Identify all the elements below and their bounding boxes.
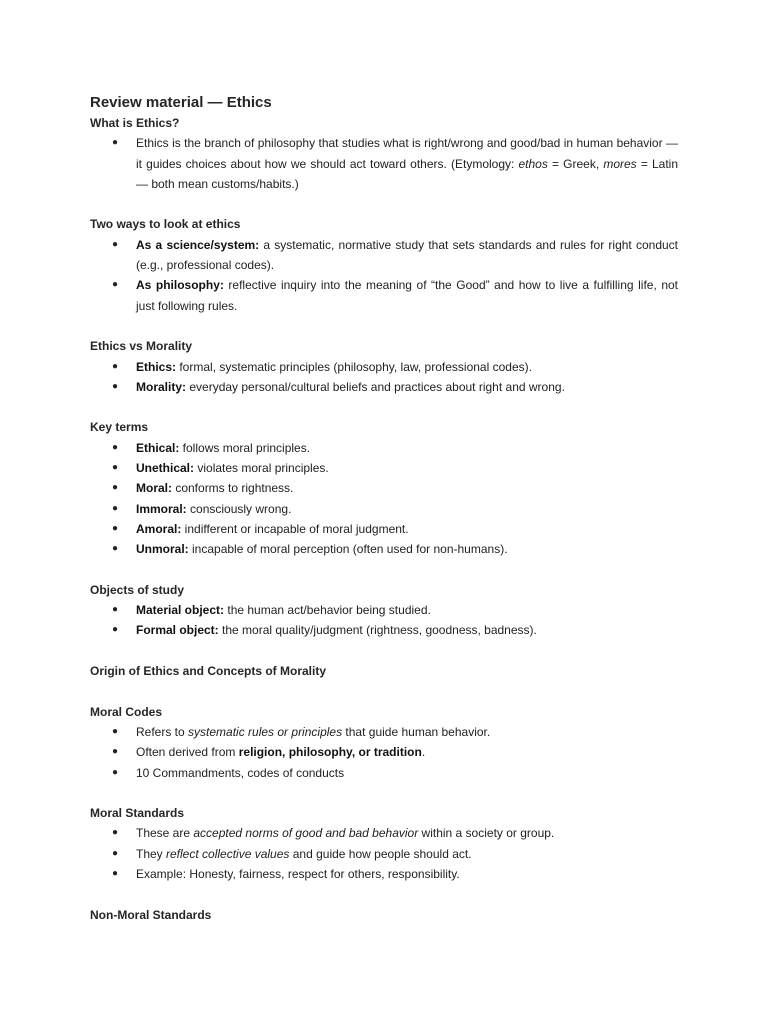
bullet-list	[90, 357, 678, 398]
section-heading-moral-codes: Moral Codes	[90, 704, 163, 719]
bullet-icon: ●	[112, 725, 119, 737]
document-body	[90, 93, 678, 925]
list-item: ● These are accepted norms of good and bad behavior within a society or group.	[90, 823, 678, 843]
list-item: ● Morality: everyday personal/cultural beliefs and practices about right and wrong.	[90, 377, 678, 397]
bullet-icon: ●	[112, 482, 119, 494]
bullet-icon: ●	[112, 604, 119, 616]
bullet-icon: ●	[112, 867, 119, 879]
bullet-icon: ●	[112, 522, 119, 534]
list-item: ● Immoral: consciously wrong.	[90, 499, 678, 519]
bullet-list	[90, 438, 678, 560]
section-heading-two-ways: Two ways to look at ethics	[90, 217, 241, 232]
bullet-icon: ●	[112, 279, 119, 291]
bullet-icon: ●	[112, 746, 119, 758]
section-heading-objects-of-study: Objects of study	[90, 582, 185, 597]
section-heading-moral-standards: Moral Standards	[90, 806, 185, 821]
bullet-list	[90, 823, 678, 884]
list-item: ● Ethical: follows moral principles.	[90, 438, 678, 458]
list-item: ● Example: Honesty, fairness, respect for others, responsibility.	[90, 864, 678, 884]
list-item: ● They reflect collective values and guide how people should act.	[90, 844, 678, 864]
list-item: ● Moral: conforms to rightness.	[90, 478, 678, 498]
bullet-list	[90, 600, 678, 641]
bullet-icon: ●	[112, 543, 119, 555]
section-heading-non-moral-standards: Non-Moral Standards	[90, 907, 212, 922]
list-item: ● As a science/system: a systematic, normative study that sets standards and rules for right conduct (e.g., professional codes).	[90, 235, 678, 276]
section-heading-what-is-ethics: What is Ethics?	[90, 116, 180, 130]
list-item: ● Unmoral: incapable of moral perception (often used for non-humans).	[90, 539, 678, 559]
list-item: ● Amoral: indifferent or incapable of moral judgment.	[90, 519, 678, 539]
bullet-list	[90, 133, 678, 194]
list-item: ● Refers to systematic rules or principles that guide human behavior.	[90, 722, 678, 742]
bullet-list	[90, 722, 678, 783]
bullet-icon: ●	[112, 827, 119, 839]
list-item: ● Material object: the human act/behavior being studied.	[90, 600, 678, 620]
list-item: ● Formal object: the moral quality/judgment (rightness, goodness, badness).	[90, 620, 678, 640]
bullet-icon: ●	[112, 137, 119, 149]
section-heading-ethics-vs-morality: Ethics vs Morality	[90, 339, 193, 354]
bullet-icon: ●	[112, 766, 119, 778]
list-item: ● Ethics is the branch of philosophy that studies what is right/wrong and good/bad in human behavior — it guides choices about how we should act toward others. (Etymology: ethos = Greek, mores = Latin — both mean customs/habits.)	[90, 133, 678, 194]
bullet-icon: ●	[112, 380, 119, 392]
section-heading-key-terms: Key terms	[90, 420, 149, 435]
list-item: ● Unethical: violates moral principles.	[90, 458, 678, 478]
page-title: Review material — Ethics	[90, 94, 272, 111]
bullet-icon: ●	[112, 847, 119, 859]
list-item: ● As philosophy: reflective inquiry into the meaning of “the Good” and how to live a fulfilling life, not just following rules.	[90, 275, 678, 316]
bullet-icon: ●	[112, 462, 119, 474]
list-item: ● Often derived from religion, philosophy, or tradition.	[90, 742, 678, 762]
list-item: ● Ethics: formal, systematic principles (philosophy, law, professional codes).	[90, 357, 678, 377]
list-item: ● 10 Commandments, codes of conducts	[90, 763, 678, 783]
bullet-icon: ●	[112, 502, 119, 514]
bullet-icon: ●	[112, 238, 119, 250]
bullet-icon: ●	[112, 441, 119, 453]
bullet-icon: ●	[112, 360, 119, 372]
section-heading-origin: Origin of Ethics and Concepts of Morality	[90, 664, 327, 679]
bullet-icon: ●	[112, 624, 119, 636]
bullet-list	[90, 235, 678, 316]
